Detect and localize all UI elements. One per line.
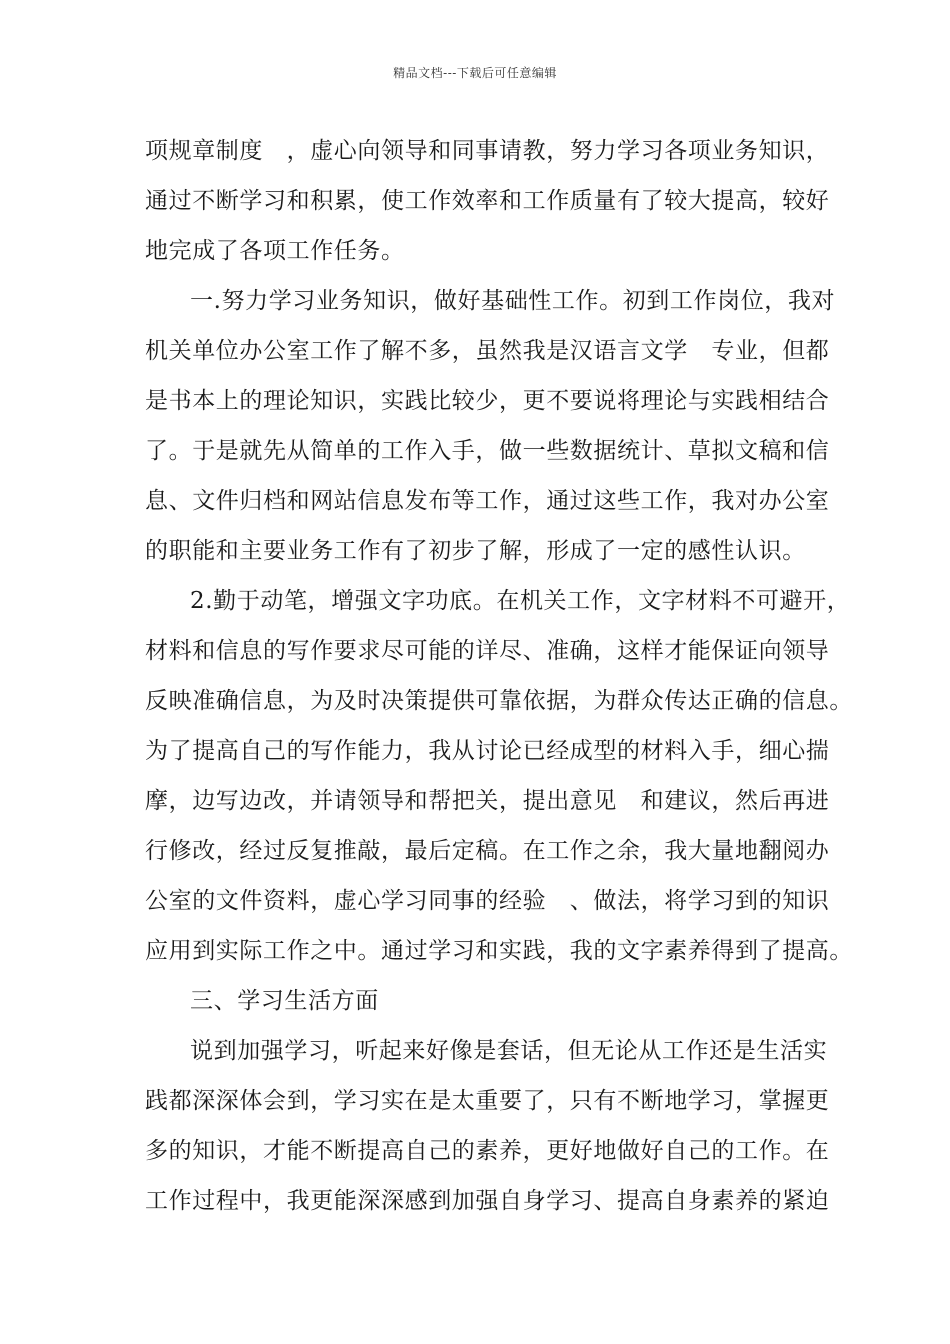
text-line: 三、学习生活方面 (190, 988, 379, 1014)
text-line: 息、文件归档和网站信息发布等工作，通过这些工作，我对办公室 (145, 488, 830, 514)
page-header: 精品文档---下载后可任意编辑 (393, 66, 557, 80)
text-line: 地完成了各项工作任务。 (145, 238, 405, 264)
text-line: 通过不断学习和积累，使工作效率和工作质量有了较大提高，较好 (145, 188, 830, 214)
text-line: 的职能和主要业务工作有了初步了解，形成了一定的感性认识。 (145, 538, 806, 564)
text-line: 公室的文件资料，虚心学习同事的经验 、做法，将学习到的知识 (145, 888, 830, 914)
text-line: 多的知识，才能不断提高自己的素养，更好地做好自己的工作。在 (145, 1138, 830, 1164)
text-line: 是书本上的理论知识，实践比较少，更不要说将理论与实践相结合 (145, 388, 830, 414)
text-line: 一.努力学习业务知识，做好基础性工作。初到工作岗位，我对 (190, 288, 836, 314)
text-line: 机关单位办公室工作了解不多，虽然我是汉语言文学 专业，但都 (145, 338, 830, 364)
text-line: 践都深深体会到，学习实在是太重要了，只有不断地学习，掌握更 (145, 1088, 830, 1114)
text-line: 行修改，经过反复推敲，最后定稿。在工作之余，我大量地翻阅办 (145, 838, 830, 864)
text-line: 材料和信息的写作要求尽可能的详尽、准确，这样才能保证向领导 (145, 638, 830, 664)
text-line: 摩，边写边改，并请领导和帮把关，提出意见 和建议，然后再进 (145, 788, 830, 814)
text-line: 2.勤于动笔，增强文字功底。在机关工作，文字材料不可避开， (190, 588, 851, 614)
text-line: 项规章制度 ，虚心向领导和同事请教，努力学习各项业务知识， (145, 138, 830, 164)
text-line: 应用到实际工作之中。通过学习和实践，我的文字素养得到了提高。 (145, 938, 853, 964)
text-line: 了。于是就先从简单的工作入手，做一些数据统计、草拟文稿和信 (145, 438, 830, 464)
text-line: 为了提高自己的写作能力，我从讨论已经成型的材料入手，细心揣 (145, 738, 830, 764)
text-line: 说到加强学习，听起来好像是套话，但无论从工作还是生活实 (190, 1038, 828, 1064)
document-body (145, 126, 853, 1226)
text-line: 工作过程中，我更能深深感到加强自身学习、提高自身素养的紧迫 (145, 1188, 830, 1214)
text-line: 反映准确信息，为及时决策提供可靠依据，为群众传达正确的信息。 (145, 688, 853, 714)
